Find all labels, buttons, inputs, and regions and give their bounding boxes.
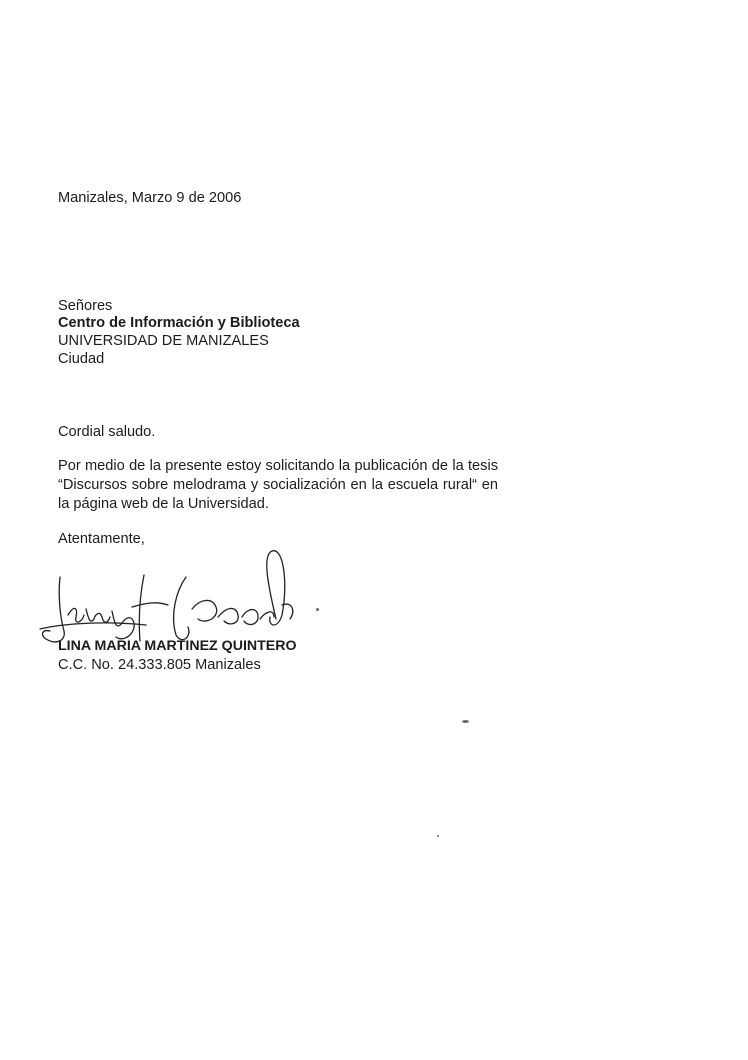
- recipient-salutation: Señores: [58, 298, 113, 314]
- body-paragraph: Por medio de la presente estoy solicitando la publicación de la tesis “Discursos sobre melodrama y socialización en la escuela rural“ en la página web de la Universidad.: [58, 458, 498, 512]
- place-date: Manizales, Marzo 9 de 2006: [58, 190, 242, 206]
- recipient-city: Ciudad: [58, 351, 105, 367]
- recipient-institution: UNIVERSIDAD DE MANIZALES: [58, 333, 269, 349]
- closing: Atentamente,: [58, 531, 145, 547]
- greeting: Cordial saludo.: [58, 424, 156, 440]
- paper-speck: [462, 720, 469, 723]
- signer-id: C.C. No. 24.333.805 Manizales: [58, 657, 261, 673]
- recipient-organization: Centro de Información y Biblioteca: [58, 315, 300, 331]
- paper-speck: [437, 835, 439, 837]
- signer-name: LINA MARIA MARTINEZ QUINTERO: [58, 638, 297, 654]
- paper-speck: [316, 608, 319, 611]
